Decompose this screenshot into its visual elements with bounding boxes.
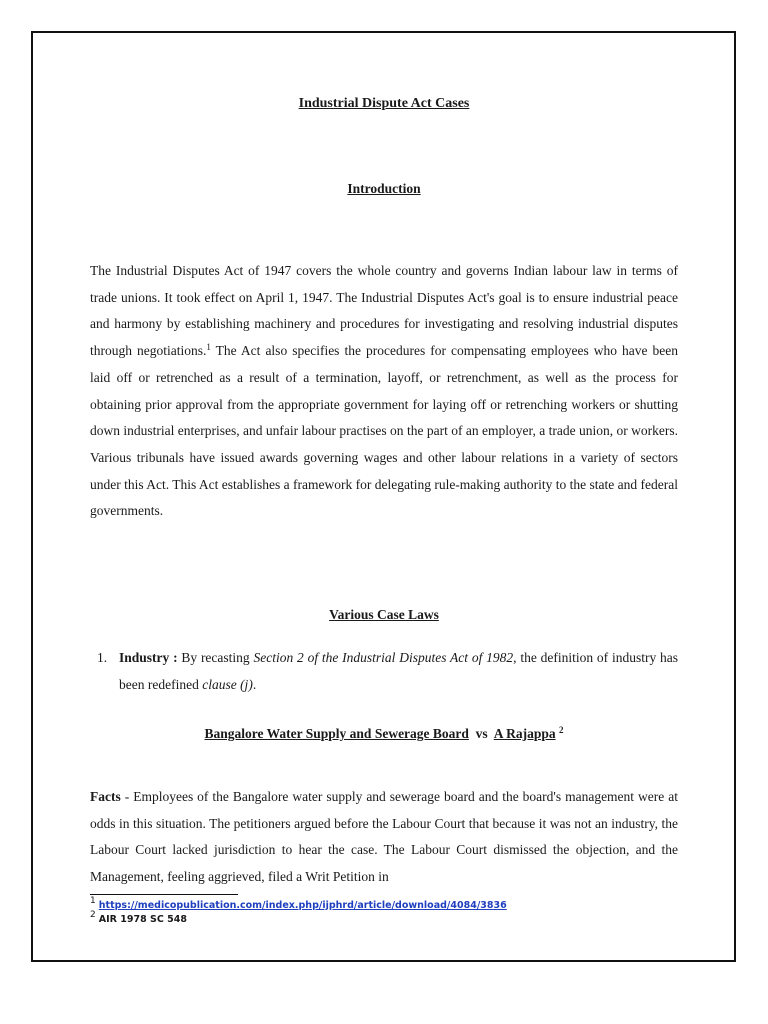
footnote-2-citation: AIR 1978 SC 548 (98, 914, 187, 925)
introduction-text-part1: The Industrial Disputes Act of 1947 covers the whole country and governs Indian labour law in terms of trade unions. It took effect on April 1, 1947. The Industrial Disputes Act's goal is to ensure industrial peace and harmony by establishing machinery and procedures for investigating and resolving industrial disputes through negotiations. (90, 263, 678, 359)
case-laws-heading: Various Case Laws (329, 607, 439, 622)
list-item-section-ref: Section 2 of the Industrial Disputes Act of 1982 (253, 650, 514, 665)
footnote-separator (90, 894, 238, 895)
list-item-text-b: , the definition of industry has been redefined (119, 650, 679, 692)
facts-label: Facts (90, 789, 121, 804)
footnote-2-marker: 2 (90, 910, 96, 920)
footnote-1-marker: 1 (90, 896, 96, 906)
footnote-2 (90, 910, 507, 927)
case-list-item (90, 645, 678, 698)
introduction-heading: Introduction (347, 181, 421, 196)
document-title: Industrial Dispute Act Cases (298, 96, 470, 111)
footnote-ref-2[interactable]: 2 (558, 725, 564, 735)
list-item-number: 1. (97, 650, 108, 665)
list-item-text-a: By recasting (177, 650, 254, 665)
footnote-ref-1[interactable]: 1 (206, 342, 211, 353)
introduction-paragraph (90, 258, 678, 525)
list-item-term: Industry : (119, 650, 178, 665)
case-title (90, 726, 678, 742)
case-vs: vs (475, 726, 488, 741)
facts-paragraph (90, 784, 678, 891)
list-item-body (119, 645, 678, 698)
footnote-1-link[interactable]: https://medicopublication.com/index.php/ijphrd/article/download/4084/3836 (98, 900, 507, 911)
list-item-text-c: . (252, 676, 257, 692)
case-party-1: Bangalore Water Supply and Sewerage Board (204, 726, 469, 741)
list-item-clause-ref: clause (j) (202, 676, 253, 692)
footnote-1 (90, 896, 507, 913)
case-party-2: A Rajappa (493, 726, 556, 741)
facts-text: - Employees of the Bangalore water supply and sewerage board and the board's management were at odds in this situation. The petitioners argued before the Labour Court that because it was not an industry, the Labour Court lacked jurisdiction to hear the case. The Labour Court dismissed the objection, and the Management, feeling aggrieved, filed a Writ Petition in (90, 789, 678, 885)
footnotes (90, 896, 507, 927)
introduction-text-part2: The Act also specifies the procedures for compensating employees who have been laid off or retrenched as a result of a termination, layoff, or retrenchment, as well as the process for obtaining prior approval from the appropriate government for laying off or retrenching workers or shutting down industrial enterprises, and unfair labour practises on the part of an employer, a trade union, or workers. Various tribunals have issued awards governing wages and other labour relations in a variety of sectors under this Act. This Act establishes a framework for delegating rule-making authority to the state and federal governments. (90, 343, 678, 519)
